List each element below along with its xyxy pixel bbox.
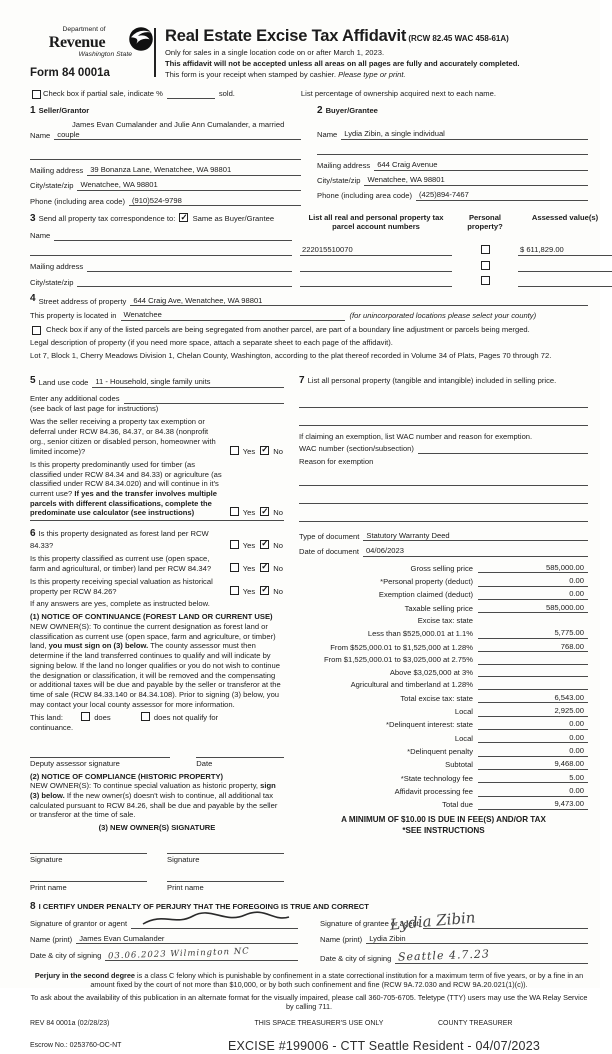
tax-row (299, 799, 588, 810)
ownership-percentage-note: List percentage of ownership acquired next to each name. (300, 89, 496, 99)
historic-property-question: Is this property receiving special valuation as historical property per RCW 84.26? Yes ✓ No (30, 577, 284, 596)
reason-line-2[interactable] (299, 493, 588, 504)
tax-row-value-field[interactable]: 2,925.00 (478, 706, 588, 717)
header-note-3: This form is your receipt when stamped by cashier. Please type or print. (165, 69, 406, 79)
section-tax-correspondence: 3 Send all property tax correspondence to: ✓ Same as Buyer/Grantee Name List all real and personal property tax parcel account numbers Personal property? Assessed value(s) 222015510070 $ 611,829.00 Mailing address City/state/zip (30, 213, 588, 287)
new-owner-signature-heading: (3) NEW OWNER(S) SIGNATURE (98, 823, 216, 833)
tax-row (299, 628, 588, 639)
certify-heading: I CERTIFY UNDER PENALTY OF PERJURY THAT THE FOREGOING IS TRUE AND CORRECT (38, 902, 369, 912)
partial-sale-checkbox[interactable] (32, 90, 41, 99)
accessibility-note: To ask about the availability of this publication in an alternate format for the visually impaired, please call 360-705-6705. Teletype (TTY) users may use the WA Relay Service by calling 711. (30, 992, 588, 1012)
tax-row (299, 616, 588, 626)
grantee-signature-label: Signature of grantee or agent (320, 919, 419, 929)
tax-row-label: Total due (442, 800, 473, 810)
tax-row-label: Exemption claimed (deduct) (378, 590, 473, 600)
signature-label: Signature (30, 854, 63, 864)
form-title: Real Estate Excise Tax Affidavit (165, 27, 407, 45)
tax-row-label: From $1,525,000.01 to $3,025,000 at 2.75% (323, 655, 473, 665)
personal-property-checkbox-1[interactable] (481, 245, 490, 254)
form-header (30, 26, 588, 81)
additional-codes-field[interactable] (124, 394, 285, 404)
grantee-signature-handwriting: Lydia Zibin (389, 908, 477, 934)
section-seller-grantor: 1 Seller/Grantor James Evan Cumalander and Julie Ann Cumalander, a married Name couple Mailing address 39 Bonanza Lane, Wenatchee, WA 98801 City/state/zip Wenatchee, WA 98801 Phone (including area code) (910)524-9798 (30, 105, 301, 206)
tax-row-value-field[interactable]: 6,543.00 (478, 693, 588, 704)
tax-row (299, 667, 588, 677)
grantee-date-handwriting: Seattle 4.7.23 (398, 947, 491, 964)
tax-row-value-field[interactable]: 5.00 (478, 773, 588, 784)
no-checkbox[interactable] (260, 507, 269, 516)
notice-continuance-heading: (1) NOTICE OF CONTINUANCE (FOREST LAND OR CURRENT USE) (30, 612, 273, 622)
yes-no-choice: Yes ✓ No (228, 563, 284, 574)
grantee-signature-block (320, 908, 588, 964)
tax-row-label: Local (454, 733, 473, 743)
tax-row (299, 655, 588, 665)
escrow-number: Escrow No.: 0253760-OC-NT (30, 1041, 122, 1049)
header-note-2: This affidavit will not be accepted unless all areas on all pages are fully and accurately completed. (165, 58, 520, 68)
no-checkbox[interactable] (260, 446, 269, 455)
section-buyer-grantee: 2 Buyer/Grantee Name Lydia Zibin, a single individual Mailing address 644 Craig Avenue City/state/zip Wenatchee, WA 98801 Phone (including area code) (425)894-7467 (317, 105, 588, 206)
seller-name-line1: James Evan Cumalander and Julie Ann Cumalander, a married (72, 119, 285, 129)
does-checkbox[interactable] (81, 712, 90, 721)
tax-row-label: Taxable selling price (404, 603, 473, 613)
does-not-checkbox[interactable] (141, 712, 150, 721)
s3-mailing-field[interactable] (87, 262, 292, 272)
tax-row (299, 786, 588, 797)
assessed-value-field[interactable]: $ 611,829.00 (518, 245, 612, 256)
treasurer-stamp: EXCISE #199006 - CTT Seattle Resident - 04/07/2023 (227, 1039, 541, 1054)
section-personal-property: 7 List all personal property (tangible and intangible) included in selling price. (299, 375, 557, 387)
yes-no-choice: Yes ✓ No (228, 540, 284, 551)
header-note-1: Only for sales in a single location code on or after March 1, 2023. (165, 48, 385, 58)
deputy-assessor-row (30, 747, 284, 769)
partial-sale-row (30, 89, 588, 99)
seller-phone-field[interactable]: (910)524-9798 (129, 196, 301, 207)
tax-row (299, 733, 588, 744)
grantee-print-name-label: Name (print) (320, 934, 363, 944)
street-address-label: Street address of property (38, 296, 127, 306)
buyer-city-field[interactable]: Wenatchee, WA 98801 (364, 175, 588, 186)
yes-checkbox[interactable] (230, 540, 239, 549)
yes-checkbox[interactable] (230, 563, 239, 572)
minimum-due-note: A MINIMUM OF $10.00 IS DUE IN FEE(S) AND/OR TAX (341, 814, 546, 824)
partial-sale-label: Check box if partial sale, indicate % (43, 89, 163, 99)
dor-logo-block (30, 26, 148, 81)
personal-property-line-1[interactable] (299, 397, 588, 408)
signature-label: Signature (167, 854, 200, 864)
parcel-number-field-2[interactable] (300, 261, 452, 272)
assessed-value-header: Assessed value(s) (531, 213, 599, 223)
additional-codes-label: Enter any additional codes (30, 394, 120, 404)
reason-exemption-label: Reason for exemption (299, 456, 374, 466)
tax-row-label: *State technology fee (400, 773, 473, 783)
same-as-buyer-checkbox[interactable] (179, 213, 188, 222)
deputy-assessor-signature-field[interactable] (30, 747, 170, 758)
type-of-document-field[interactable]: Statutory Warranty Deed (363, 531, 588, 542)
forest-land-question: 6 Is this property designated as forest land per RCW 84.33? Yes ✓ No (30, 528, 284, 551)
print-name-label: Print name (167, 882, 204, 892)
seller-city-label: City/state/zip (30, 181, 74, 191)
tax-row (299, 759, 588, 770)
section-property-address: 4 Street address of property 644 Craig Ave, Wenatchee, WA 98801 This property is located in Wenatchee (for unincorporated locations please select your county) Check box if any of the listed parcels are being segregated from another parcel, are part of a boundary line adjustment or parcels being merged. Legal description of property (if you need more space, attach a separate sheet to each page of the affidavit). Lot 7, Block 1, Cherry Meadows Division 1, Chelan County, Washington, according to the plat thereof recorded in Volume 34 of Plats, Pages 70 through 72. (30, 293, 588, 360)
new-owner-signature-field-1[interactable] (30, 843, 147, 854)
new-owner-print-name-field-2[interactable] (167, 871, 284, 882)
type-of-document-label: Type of document (299, 531, 360, 541)
tax-row-label: Excise tax: state (417, 615, 473, 625)
exemption-note: If claiming an exemption, list WAC number and reason for exemption. (299, 432, 533, 442)
exemption-deferral-question: Was the seller receiving a property tax exemption or deferral under RCW 84.36, 84.37, or 84.38 (nonprofit org., senior citizen or disabled person, homeowner with limited income)? Yes ✓ No (30, 417, 284, 456)
tax-row (299, 563, 588, 574)
s3-name-label: Name (30, 230, 51, 240)
grantee-date-city-label: Date & city of signing (320, 954, 392, 964)
s3-city-label: City/state/zip (30, 277, 74, 287)
grantor-signature-field[interactable] (131, 919, 298, 929)
grantee-date-city-field[interactable] (395, 949, 588, 964)
buyer-mailing-label: Mailing address (317, 160, 371, 170)
header-divider (154, 28, 156, 77)
dor-swirl-logo-icon (128, 26, 154, 55)
yes-checkbox[interactable] (230, 446, 239, 455)
tax-row (299, 642, 588, 653)
tax-row (299, 576, 588, 587)
county-treasurer-label: COUNTY TREASURER (438, 1020, 513, 1028)
tax-row-value-field[interactable]: 0.00 (478, 719, 588, 730)
footer-row (30, 1020, 588, 1029)
grantor-signature-handwriting (141, 911, 291, 930)
tax-row-label: Local (454, 706, 473, 716)
land-use-label: Land use code (38, 378, 89, 388)
s3-heading: Send all property tax correspondence to: (38, 214, 176, 224)
tax-row-value-field[interactable]: 768.00 (478, 642, 588, 653)
personal-property-line-2[interactable] (299, 415, 588, 426)
assessed-value-field-3[interactable] (518, 276, 612, 287)
segregated-parcels-label: Check box if any of the listed parcels are being segregated from another parcel, are part of a boundary line adjustment or parcels being merged. (46, 324, 530, 334)
treasurer-space-label: THIS SPACE TREASURER'S USE ONLY (254, 1020, 384, 1028)
no-checkbox[interactable] (260, 586, 269, 595)
legal-description-label: Legal description of property (if you need more space, attach a separate sheet to each page of the affidavit). (30, 337, 393, 347)
yes-no-choice: Yes ✓ No (228, 586, 284, 597)
partial-sale-percent-field[interactable] (167, 89, 215, 99)
form-rcw-reference: (RCW 82.45 WAC 458-61A) (408, 34, 509, 43)
buyer-name-extra-line[interactable] (317, 144, 588, 155)
s3-name-field[interactable] (54, 231, 292, 241)
yes-checkbox[interactable] (230, 586, 239, 595)
tax-row-label: Gross selling price (410, 563, 473, 573)
new-owner-signature-block (30, 843, 284, 892)
notice-compliance-text: NEW OWNER(S): To continue special valuation as historic property, sign (3) below. If the new owner(s) doesn't wish to continue, all additional tax calculated pursuant to RCW 84.26, shall be due and payable by the seller or transferor at the time of sale. (30, 781, 278, 820)
seller-name-extra-line[interactable] (30, 149, 301, 160)
tax-row (299, 706, 588, 717)
located-in-field[interactable]: Wenatchee (121, 310, 345, 321)
if-yes-note: If any answers are yes, complete as instructed below. (30, 599, 210, 609)
buyer-phone-field[interactable]: (425)894-7467 (416, 190, 588, 201)
notice-compliance-heading: (2) NOTICE OF COMPLIANCE (HISTORIC PROPERTY) (30, 771, 224, 781)
tax-row-value-field[interactable]: 0.00 (478, 589, 588, 600)
seller-mailing-label: Mailing address (30, 165, 84, 175)
left-column (30, 367, 284, 892)
wac-number-label: WAC number (section/subsection) (299, 444, 414, 454)
tax-row-value-field[interactable]: 0.00 (478, 733, 588, 744)
continuance-label: continuance. (30, 723, 74, 733)
s3-extra-line[interactable] (30, 245, 292, 256)
tax-row-value-field[interactable]: 585,000.00 (478, 563, 588, 574)
tax-row-value-field[interactable] (478, 680, 588, 690)
buyer-name-label: Name (317, 129, 338, 139)
stamp-row (30, 1038, 588, 1054)
see-instructions-note: *SEE INSTRUCTIONS (402, 826, 485, 836)
yes-checkbox[interactable] (230, 507, 239, 516)
notice-continuance-text: NEW OWNER(S): To continue the current designation as forest land or classification as current use (open space, farm and agriculture, or timber) land, you must sign on (3) below. The county assessor must then determine if the land transferred continues to qualify and will indicate by signing below. If the land no longer qualifies or you do not wish to continue the designation or classification, it will be removed and the compensating or additional taxes will be due and payable by the seller or transferor at the time of sale (RCW 84.33.140 or 84.34.108). Prior to signing (3) below, you may contact your local county assessor for more information. (30, 621, 281, 709)
seller-city-field[interactable]: Wenatchee, WA 98801 (77, 180, 301, 191)
section-land-use: 5 Land use code 11 - Household, single family units (30, 375, 284, 388)
yes-no-choice: Yes ✓ No (228, 507, 284, 518)
tax-row-label: Subtotal (445, 760, 473, 770)
date-of-document-field[interactable]: 04/06/2023 (363, 546, 588, 557)
parcel-number-field[interactable]: 222015510070 (300, 245, 452, 256)
tax-row-value-field[interactable]: 9,473.00 (478, 799, 588, 810)
tax-row (299, 589, 588, 600)
land-use-field[interactable]: 11 - Household, single family units (92, 377, 284, 388)
tax-row-label: Agricultural and timberland at 1.28% (350, 680, 473, 690)
tax-row-label: From $525,000.01 to $1,525,000 at 1.28% (330, 642, 473, 652)
tax-row-label: Affidavit processing fee (394, 786, 473, 796)
perjury-statement: Perjury in the second degree is a class C felony which is punishable by confinement in a state correctional institution for a maximum term of five years, or by a fine in an amount fixed by the court of not more than $10,000, or by both such confinement and fine (RCW 9A.72.030 and RCW 9A.20.021(1)(c)). (34, 971, 584, 990)
buyer-heading: Buyer/Grantee (325, 106, 378, 116)
segregated-parcels-checkbox[interactable] (32, 326, 41, 335)
personal-property-checkbox-2[interactable] (481, 261, 490, 270)
this-land-label: This land: (30, 713, 63, 723)
seller-name-label: Name (30, 130, 51, 140)
seller-phone-label: Phone (including area code) (30, 196, 125, 206)
street-address-field[interactable]: 644 Craig Ave, Wenatchee, WA 98801 (130, 296, 588, 307)
additional-codes-note: (see back of last page for instructions) (30, 404, 159, 414)
tax-row-value-field[interactable]: 9,468.00 (478, 759, 588, 770)
tax-row-value-field[interactable]: 0.00 (478, 786, 588, 797)
tax-row (299, 773, 588, 784)
s3-mailing-label: Mailing address (30, 262, 84, 272)
parcel-numbers-header: List all real and personal property tax parcel account numbers (308, 213, 444, 232)
rev-number: REV 84 0001a (02/28/23) (30, 1020, 110, 1028)
unincorporated-note: (for unincorporated locations please select your county) (349, 311, 537, 321)
tax-row (299, 719, 588, 730)
grantor-date-handwriting: 03.06.2023 Wilmington NC (108, 946, 251, 962)
dept-of-label: Department of (62, 26, 106, 33)
tax-row (299, 603, 588, 614)
s3-city-field[interactable] (77, 277, 292, 287)
seller-name-block (30, 120, 301, 140)
revenue-wordmark: Revenue (48, 33, 106, 51)
tax-row-value-field[interactable] (478, 617, 588, 626)
grantor-signature-block (30, 916, 298, 964)
no-checkbox[interactable] (260, 563, 269, 572)
tax-row-value-field[interactable]: 0.00 (478, 746, 588, 757)
tax-row-label: Less than $525,000.01 at 1.1% (367, 629, 473, 639)
grantor-print-name-field[interactable]: James Evan Cumalander (76, 934, 298, 945)
date-of-document-label: Date of document (299, 546, 359, 556)
deputy-date-label: Date (196, 758, 213, 768)
grantor-date-city-field[interactable] (105, 946, 298, 962)
tax-row-label: Above $3,025,000 at 3% (389, 667, 473, 677)
legal-description-value[interactable]: Lot 7, Block 1, Cherry Meadows Division 1, Chelan County, Washington, according to the plat thereof recorded in Volume 34 of Plats, Pages 70 through 72. (30, 350, 552, 360)
reason-line-1[interactable] (299, 475, 588, 486)
excise-tax-table (299, 563, 588, 810)
tax-row (299, 693, 588, 704)
personal-property-checkbox-3[interactable] (481, 276, 490, 285)
personal-property-header: Personal property? (467, 213, 503, 232)
buyer-city-label: City/state/zip (317, 176, 361, 186)
no-checkbox[interactable] (260, 540, 269, 549)
reason-line-3[interactable] (299, 511, 588, 522)
new-owner-signature-field-2[interactable] (167, 843, 284, 854)
tax-row-label: *Delinquent penalty (407, 746, 473, 756)
washington-state-label: Washington State (78, 50, 132, 58)
tax-row-value-field[interactable]: 5,775.00 (478, 628, 588, 639)
tax-row-value-field[interactable] (478, 667, 588, 677)
does-not-label: does not qualify for (153, 713, 219, 723)
grantor-signature-label: Signature of grantor or agent (30, 919, 128, 929)
assessed-value-field-2[interactable] (518, 261, 612, 272)
wac-number-field[interactable] (418, 444, 588, 454)
deputy-date-field[interactable] (196, 747, 284, 758)
seller-mailing-field[interactable]: 39 Bonanza Lane, Wenatchee, WA 98801 (87, 165, 301, 176)
print-name-label: Print name (30, 882, 67, 892)
parcel-number-field-3[interactable] (300, 276, 452, 287)
seller-heading: Seller/Grantor (38, 106, 90, 116)
buyer-mailing-field[interactable]: 644 Craig Avenue (374, 160, 588, 171)
same-as-buyer-label: Same as Buyer/Grantee (192, 214, 275, 224)
buyer-name-field[interactable]: Lydia Zibin, a single individual (341, 129, 588, 140)
timber-agriculture-question: Is this property predominantly used for timber (as classified under RCW 84.34 and 84.33) or agriculture (as classified under RCW 84.34.020) and will continue in it's current use? If yes and the transfer involves multiple parcels with different classifications, complete the predominate use calculator (see instructions) Yes ✓ No (30, 460, 284, 521)
tax-row-value-field[interactable]: 0.00 (478, 576, 588, 587)
yes-no-choice: Yes ✓ No (228, 446, 284, 457)
grantor-date-city-label: Date & city of signing (30, 951, 102, 961)
this-land-row (30, 712, 284, 732)
tax-row-label: *Personal property (deduct) (380, 576, 473, 586)
tax-row-value-field[interactable]: 585,000.00 (478, 603, 588, 614)
sold-label: sold. (218, 89, 235, 99)
section-certify: 8 I CERTIFY UNDER PENALTY OF PERJURY THAT THE FOREGOING IS TRUE AND CORRECT (30, 901, 369, 913)
current-use-question: Is this property classified as current use (open space, farm and agricultural, or timber) land per RCW 84.34? Yes ✓ No (30, 554, 284, 573)
tax-row-value-field[interactable] (478, 655, 588, 665)
grantor-print-name-label: Name (print) (30, 934, 73, 944)
personal-property-heading: List all personal property (tangible and intangible) included in selling price. (307, 376, 557, 386)
seller-name-field[interactable]: couple (54, 130, 301, 141)
new-owner-print-name-field-1[interactable] (30, 871, 147, 882)
grantee-print-name-field[interactable]: Lydia Zibin (366, 934, 588, 945)
tax-row (299, 746, 588, 757)
located-in-label: This property is located in (30, 311, 117, 321)
deputy-assessor-label: Deputy assessor signature (30, 758, 120, 768)
right-column (299, 367, 588, 892)
does-label: does (94, 713, 111, 723)
buyer-phone-label: Phone (including area code) (317, 191, 412, 201)
form-number: Form 84 0001a (30, 67, 110, 80)
tax-row (299, 680, 588, 690)
tax-row-label: Total excise tax: state (400, 693, 473, 703)
tax-row-label: *Delinquent interest: state (386, 720, 473, 730)
